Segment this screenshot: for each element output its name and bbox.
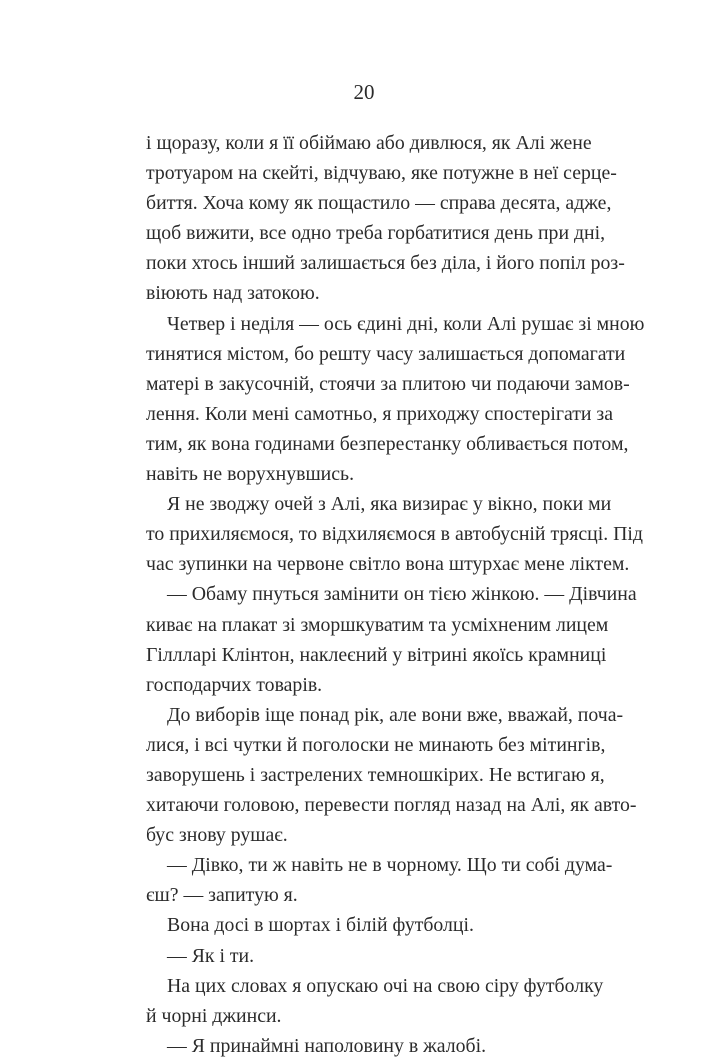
paragraph (146, 700, 637, 850)
text-line: биття. Хоча кому як пощастило — справа десята, адже, (146, 192, 612, 215)
text-line: — Дівко, ти ж навіть не в чорному. Що ти собі дума- (167, 854, 613, 877)
text-line: заворушень і застрелених темношкірих. Не встигаю я, (146, 763, 605, 786)
text-line: До виборів іще понад рік, але вони вже, вважай, поча- (167, 703, 624, 726)
text-line: бус знову рушає. (146, 824, 288, 847)
text-line: єш? — запитую я. (146, 884, 298, 907)
page-number: 20 (353, 80, 375, 104)
text-line: господарчих товарів. (146, 673, 323, 696)
text-line: тротуаром на скейті, відчуваю, яке потужне в неї серце- (146, 162, 617, 185)
text-line: лення. Коли мені самотньо, я приходжу спостерігати за (146, 402, 613, 425)
text-line: навіть не ворухнувшись. (146, 463, 355, 486)
text-line: віюють над затокою. (146, 282, 320, 305)
text-line: тинятися містом, бо решту часу залишається допомагати (146, 342, 626, 365)
text-line: — Як і ти. (167, 944, 255, 967)
text-line: тим, як вона годинами безперестанку обливається потом, (146, 432, 629, 455)
text-line: то прихиляємося, то відхиляємося в автобусній трясці. Під (146, 523, 643, 546)
paragraph (146, 850, 613, 910)
paragraph (146, 971, 604, 1031)
text-line: і щоразу, коли я її обіймаю або дивлюся, як Алі жене (146, 132, 592, 154)
body-text (146, 128, 645, 1061)
text-line: й чорні джинси. (146, 1004, 282, 1027)
paragraph (146, 579, 637, 699)
text-line: час зупинки на червоне світло вона штурхає мене ліктем. (146, 553, 630, 576)
text-line: Вона досі в шортах і білій футболці. (167, 914, 474, 937)
text-line: — Я принаймні наполовину в жалобі. (167, 1034, 487, 1057)
paragraph (146, 128, 625, 309)
text-line: Четвер і неділя — ось єдині дні, коли Алі рушає зі мною (167, 312, 645, 335)
text-line: лися, і всі чутки й поголоски не минають без мітингів, (146, 733, 606, 756)
text-line: На цих словах я опускаю очі на свою сіру футболку (167, 974, 604, 997)
paragraph (146, 941, 586, 971)
text-line: щоб вижити, все одно треба горбатитися день при дні, (146, 222, 606, 245)
text-line: Я не зводжу очей з Алі, яка визирає у вікно, поки ми (167, 493, 612, 516)
text-line: Гіллларі Клінтон, наклеєний у вітрині якоїсь крамниці (146, 643, 607, 666)
text-line: матері в закусочній, стоячи за плитою чи подаючи замов- (146, 372, 630, 395)
paragraph (146, 489, 643, 579)
text-line: киває на плакат зі зморшкуватим та усміхненим лицем (146, 613, 609, 636)
paragraph (146, 910, 586, 940)
text-line: поки хтось інший залишається без діла, і його попіл роз- (146, 252, 625, 275)
text-line: хитаючи головою, перевести погляд назад на Алі, як авто- (146, 794, 637, 817)
text-line: — Обаму пнуться замінити он тією жінкою. — Дівчина (167, 583, 637, 606)
paragraph (146, 1031, 586, 1061)
paragraph (146, 309, 645, 490)
